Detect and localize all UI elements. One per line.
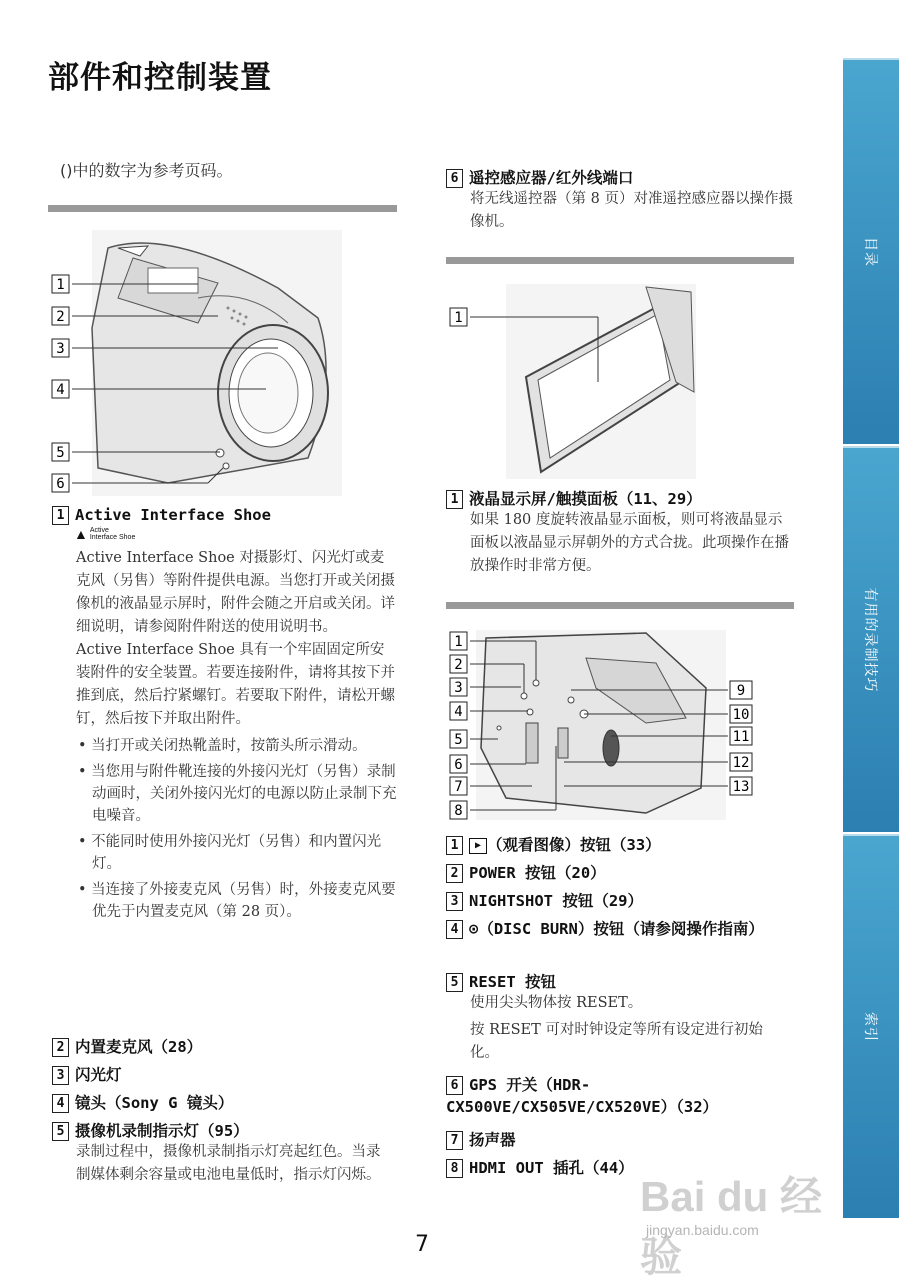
fig3-callout-1: 1 <box>454 634 463 650</box>
fig3-callout-13: 13 <box>732 779 750 795</box>
camcorder-side-illustration <box>446 628 766 823</box>
fig1-callout-4: 4 <box>56 382 65 398</box>
fig3-callout-6: 6 <box>454 757 463 773</box>
bullet: • 当您用与附件靴连接的外接闪光灯（另售）录制动画时，关闭外接闪光灯的电源以防止录制下充电噪音。 <box>78 764 397 824</box>
fig3-callout-3: 3 <box>454 680 463 696</box>
fig3-callout-10: 10 <box>732 707 750 723</box>
lcd-panel-illustration <box>446 282 696 482</box>
page-title: 部件和控制装置 <box>48 60 272 96</box>
item-view-images-button: 1 ▶ （观看图像）按钮（33） <box>446 833 661 855</box>
item-number: 1 <box>52 506 69 525</box>
fig1-callout-2: 2 <box>56 309 65 325</box>
section-bar-right-2 <box>446 602 794 609</box>
active-shoe-logo: ▲ Active Interface Shoe <box>74 525 136 542</box>
item-nightshot-button: 3 NIGHTSHOT 按钮（29） <box>446 889 643 911</box>
watermark-url: jingyan.baidu.com <box>646 1222 759 1238</box>
bullet: • 当连接了外接麦克风（另售）时，外接麦克风要优先于内置麦克风（第 28 页）。 <box>78 882 396 920</box>
fig1-callout-3: 3 <box>56 341 65 357</box>
fig3-callout-12: 12 <box>732 755 750 771</box>
item-description: Active Interface Shoe 对摄影灯、闪光灯或麦克风（另售）等附件提供电源。当您打开或关闭摄像机的液晶显示屏时，附件会随之开启或关闭。详细说明，请参阅附件附送的使用说明书。 <box>76 550 395 635</box>
item-reset-button: 5 RESET 按钮 使用尖头物体按 RESET。 按 RESET 可对时钟设定等所有设定进行初始化。 <box>446 970 791 1065</box>
disc-burn-icon: ⊙ <box>469 920 479 938</box>
bullet: • 不能同时使用外接闪光灯（另售）和内置闪光灯。 <box>78 834 382 872</box>
fig3-callout-5: 5 <box>454 732 463 748</box>
item-speaker: 7 扬声器 <box>446 1128 516 1150</box>
fig1-callout-1: 1 <box>56 277 65 293</box>
item-hdmi-jack: 8 HDMI OUT 插孔（44） <box>446 1156 634 1178</box>
fig3-callout-9: 9 <box>736 683 746 699</box>
section-bar-left <box>48 205 397 212</box>
item-recording-lamp: 5 摄像机录制指示灯（95） 录制过程中，摄像机录制指示灯亮起红色。当录制媒体剩余容量或电池电量低时，指示灯闪烁。 <box>52 1119 382 1187</box>
section-bar-right-1 <box>446 257 794 264</box>
tab-index[interactable]: 索引 <box>843 834 899 1218</box>
item-gps-switch: 6 GPS 开关（HDR-CX500VE/CX505VE/CX520VE）（32） <box>446 1076 719 1116</box>
tab-useful-recording-tips[interactable]: 有用的录制技巧 <box>843 446 899 832</box>
camcorder-front-illustration <box>48 228 348 498</box>
baidu-watermark <box>640 1150 840 1280</box>
item-disc-burn-button: 4 ⊙（DISC BURN）按钮（请参阅操作指南） <box>446 917 796 939</box>
fig3-callout-8: 8 <box>454 803 463 819</box>
item-heading: Active Interface Shoe <box>75 506 271 524</box>
tab-contents[interactable]: 目录 <box>843 58 899 444</box>
item-remote-sensor: 6 遥控感应器/红外线端口 将无线遥控器（第 8 页）对准遥控感应器以操作摄像机。 <box>446 166 796 234</box>
fig3-callout-11: 11 <box>732 729 750 745</box>
item-description: Active Interface Shoe 具有一个牢固固定所安装附件的安全装置。若要连接附件，请将其按下并推到底，然后拧紧螺钉。若要取下附件，请松开螺钉，然后按下并取出附件。 <box>76 642 395 727</box>
reference-note: ()中的数字为参考页码。 <box>60 161 233 180</box>
item-lens: 4 镜头（Sony G 镜头） <box>52 1091 233 1113</box>
fig2-callout-1: 1 <box>454 310 463 326</box>
fig1-callout-6: 6 <box>56 476 65 492</box>
item-active-interface-shoe <box>52 506 397 923</box>
item-built-in-mic: 2 内置麦克风（28） <box>52 1035 202 1057</box>
item-lcd-touch-panel: 1 液晶显示屏/触摸面板（11、29） 如果 180 度旋转液晶显示面板，则可将液晶显示面板以液晶显示屏朝外的方式合拢。此项操作在播放操作时非常方便。 <box>446 487 791 578</box>
watermark-logo: Bai du 经验 <box>640 1173 823 1280</box>
item-flash: 3 闪光灯 <box>52 1063 122 1085</box>
play-icon: ▶ <box>469 838 487 854</box>
page-number: 7 <box>415 1232 429 1257</box>
fig3-callout-7: 7 <box>454 779 463 795</box>
fig1-callout-5: 5 <box>56 445 65 461</box>
item-power-button: 2 POWER 按钮（20） <box>446 861 606 883</box>
fig3-callout-2: 2 <box>454 657 463 673</box>
fig3-callout-4: 4 <box>454 704 463 720</box>
shoe-icon: ▲ <box>74 525 88 542</box>
bullet: • 当打开或关闭热靴盖时，按箭头所示滑动。 <box>78 738 367 754</box>
